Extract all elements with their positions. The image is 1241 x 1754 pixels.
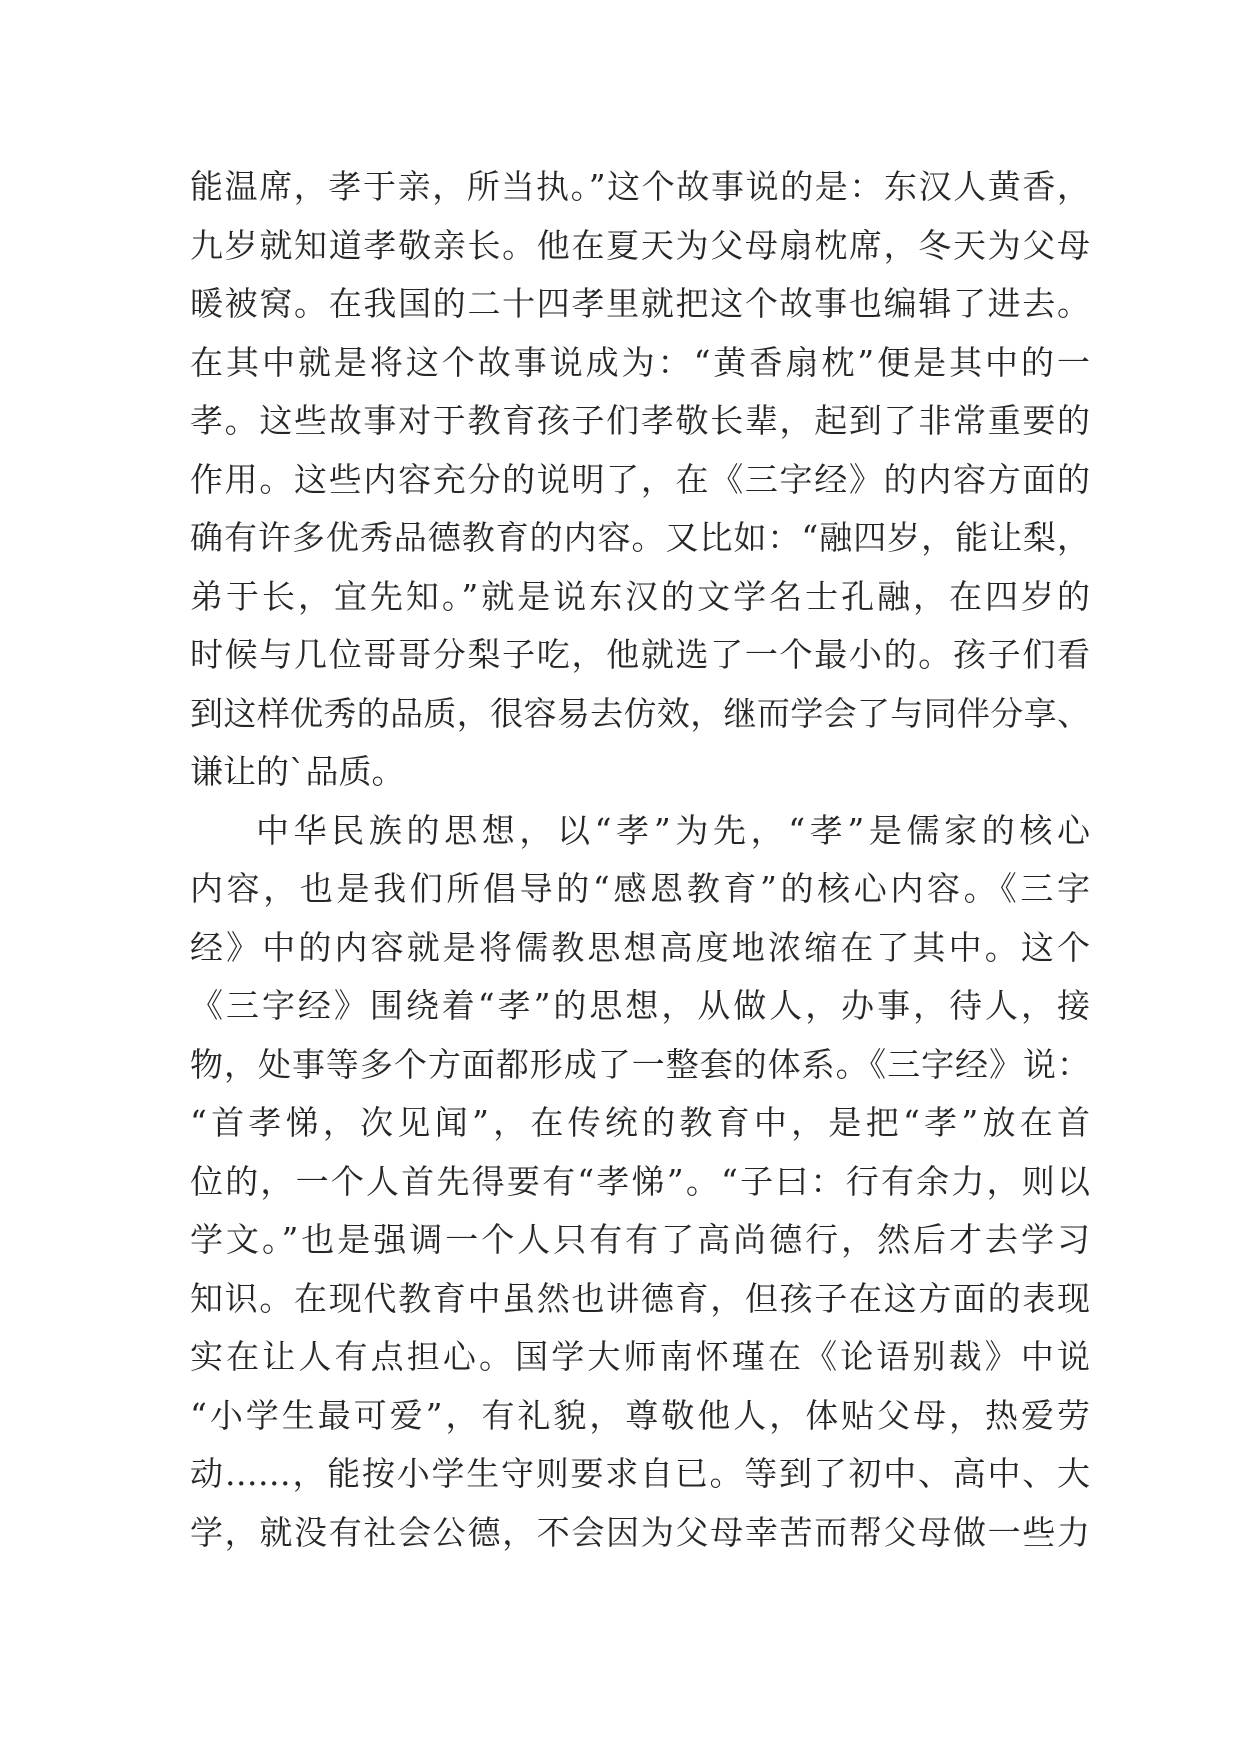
text-line: 作用。这些内容充分的说明了，在《三字经》的内容方面的 bbox=[190, 459, 1090, 499]
text-line: 确有许多优秀品德教育的内容。又比如：“融四岁，能让梨， bbox=[190, 518, 1090, 557]
text-line: 《三字经》围绕着“孝”的思想，从做人，办事，待人，接 bbox=[190, 986, 1090, 1025]
document-body bbox=[190, 158, 1090, 1562]
text-line: 弟于长，宜先知。”就是说东汉的文学名士孔融，在四岁的 bbox=[190, 576, 1090, 616]
text-line: 在其中就是将这个故事说成为：“黄香扇枕”便是其中的一 bbox=[190, 342, 1090, 382]
text-line: 实在让人有点担心。国学大师南怀瑾在《论语别裁》中说 bbox=[190, 1337, 1090, 1376]
text-line: 知识。在现代教育中虽然也讲德育，但孩子在这方面的表现 bbox=[190, 1278, 1090, 1318]
text-line: 动……，能按小学生守则要求自已。等到了初中、高中、大 bbox=[190, 1454, 1090, 1493]
text-line: 时候与几位哥哥分梨子吃，他就选了一个最小的。孩子们看 bbox=[190, 635, 1090, 674]
text-line: 物，处事等多个方面都形成了一整套的体系。《三字经》说： bbox=[190, 1044, 1090, 1084]
text-line: 中华民族的思想，以“孝”为先，“孝”是儒家的核心 bbox=[256, 810, 1090, 850]
text-line: “首孝悌，次见闻”，在传统的教育中，是把“孝”放在首 bbox=[190, 1103, 1090, 1142]
text-line: 内容，也是我们所倡导的“感恩教育”的核心内容。《三字 bbox=[190, 869, 1090, 908]
text-line: 学文。”也是强调一个人只有有了高尚德行，然后才去学习 bbox=[190, 1220, 1090, 1259]
text-line: 谦让的`品质。 bbox=[190, 752, 405, 791]
paragraph-1 bbox=[190, 158, 1090, 802]
text-line: 九岁就知道孝敬亲长。他在夏天为父母扇枕席，冬天为父母 bbox=[190, 225, 1090, 265]
text-line: 学，就没有社会公德，不会因为父母幸苦而帮父母做一些力 bbox=[190, 1512, 1090, 1552]
text-line: 能温席，孝于亲，所当执。”这个故事说的是：东汉人黄香， bbox=[190, 167, 1090, 206]
text-line: 暖被窝。在我国的二十四孝里就把这个故事也编辑了进去。 bbox=[190, 284, 1090, 323]
text-line: 到这样优秀的品质，很容易去仿效，继而学会了与同伴分享、 bbox=[190, 693, 1090, 733]
text-line: 孝。这些故事对于教育孩子们孝敬长辈，起到了非常重要的 bbox=[190, 401, 1090, 440]
paragraph-2 bbox=[190, 802, 1090, 1563]
text-line: 经》中的内容就是将儒教思想高度地浓缩在了其中。这个 bbox=[190, 927, 1090, 967]
text-line: 位的，一个人首先得要有“孝悌”。“子曰：行有余力，则以 bbox=[190, 1161, 1090, 1201]
text-line: “小学生最可爱”，有礼貌，尊敬他人，体贴父母，热爱劳 bbox=[190, 1395, 1090, 1435]
